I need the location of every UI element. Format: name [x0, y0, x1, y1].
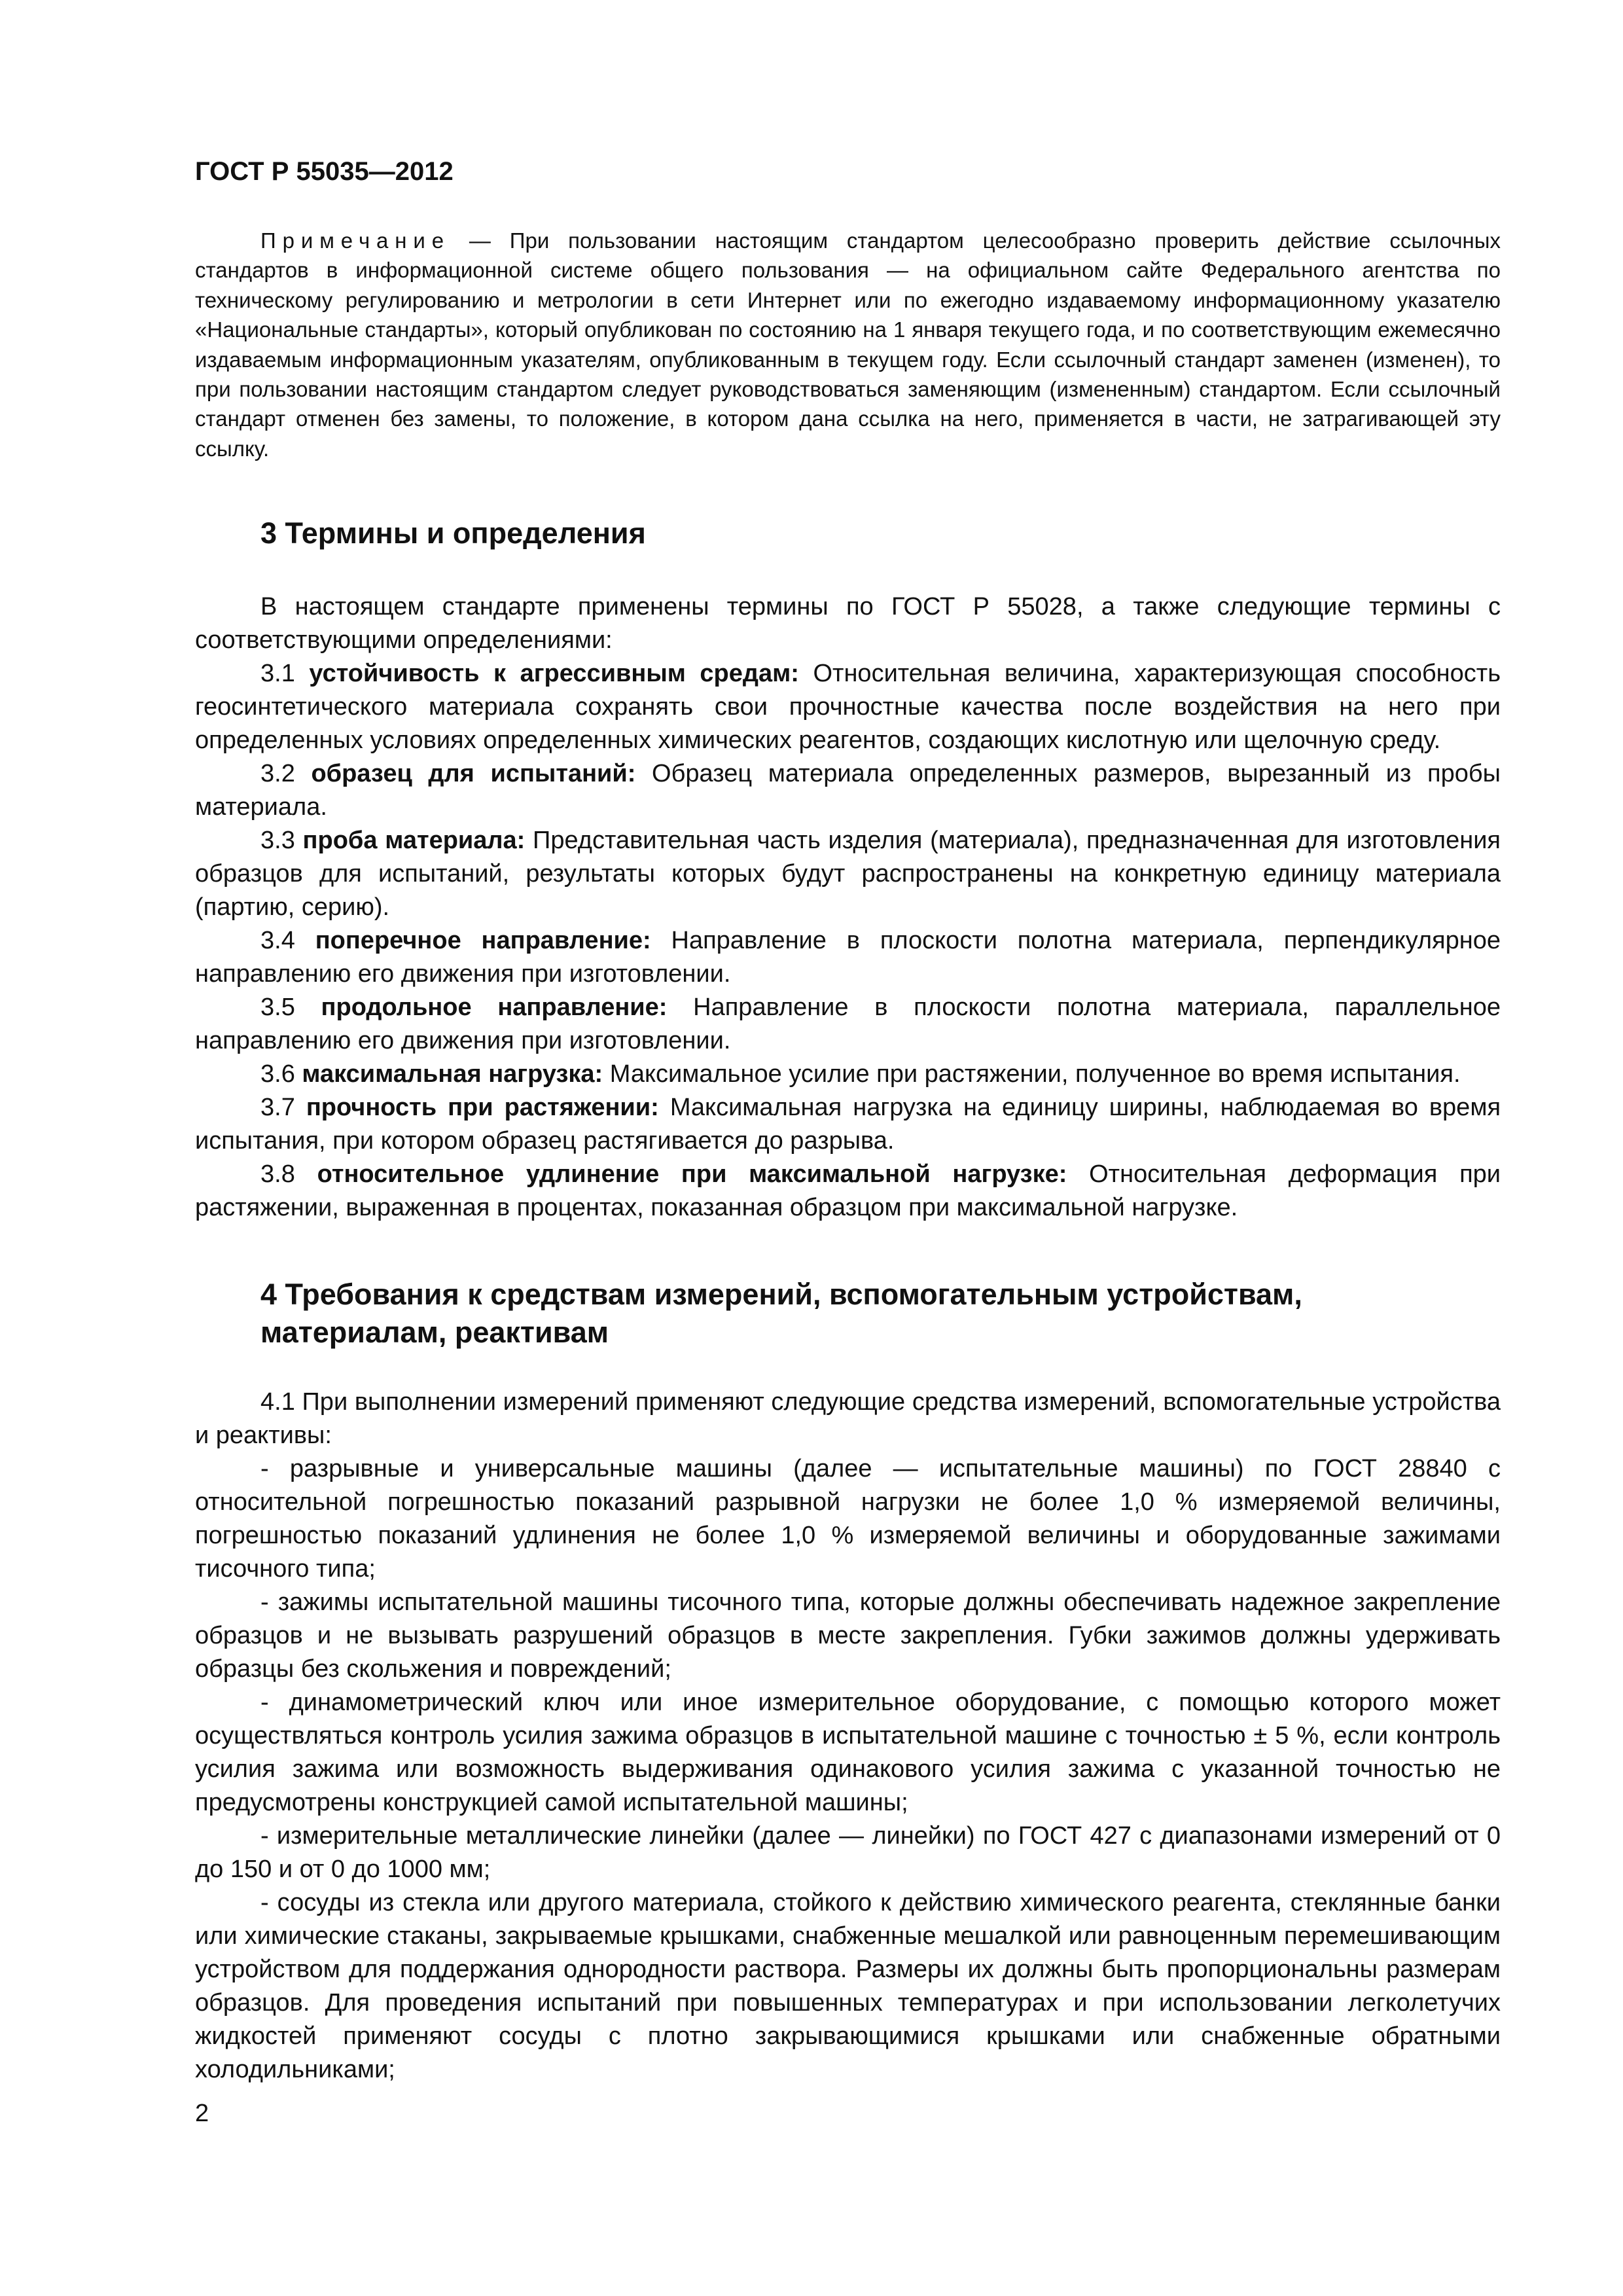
term-3-2: [195, 757, 1501, 824]
term-number: 3.1: [260, 660, 295, 688]
section-4-heading-line-2: материалам, реактивам: [260, 1316, 609, 1350]
section-4-heading-line-1: 4 Требования к средствам измерений, вспомогательным устройствам,: [260, 1278, 1302, 1312]
term-definition: Относительная деформация при растяжении, выраженная в процентах, показанная образцом при максимальной нагрузке.: [195, 1160, 1501, 1222]
term-name: поперечное направление:: [315, 927, 651, 955]
term-definition: Образец материала определенных размеров, вырезанный из пробы материала.: [195, 760, 1501, 821]
clause-4-1: 4.1 При выполнении измерений применяют следующие средства измерений, вспомогательные устройства и реактивы:: [195, 1388, 1501, 1450]
term-number: 3.2: [260, 760, 295, 788]
note-label: Примечание: [260, 228, 451, 253]
document-body: [195, 226, 1501, 2087]
term-name: проба материала:: [302, 827, 526, 855]
term-3-7: [195, 1091, 1501, 1158]
term-name: образец для испытаний:: [311, 760, 636, 788]
term-name: максимальная нагрузка:: [302, 1060, 603, 1088]
term-3-6: [195, 1058, 1501, 1091]
term-name: устойчивость к агрессивным средам:: [309, 660, 799, 688]
section-4-heading: [195, 1276, 1501, 1352]
term-3-4: [195, 924, 1501, 991]
term-number: 3.7: [260, 1094, 295, 1122]
term-number: 3.6: [260, 1060, 295, 1088]
note-paragraph: [195, 226, 1501, 463]
document-header: ГОСТ Р 55035—2012: [195, 157, 454, 186]
term-name: относительное удлинение при максимальной нагрузке:: [317, 1160, 1067, 1189]
list-item-rulers: - измерительные металлические линейки (далее — линейки) по ГОСТ 427 с диапазонами измерений от 0 до 150 и от 0 до 1000 мм;: [195, 1822, 1501, 1884]
term-3-3: [195, 824, 1501, 924]
section-3-heading: 3 Термины и определения: [260, 516, 646, 550]
list-item-testing-machines: - разрывные и универсальные машины (далее — испытательные машины) по ГОСТ 28840 с относительной погрешностью показаний разрывной нагрузки не более 1,0 % измеряемой величины, погрешностью показаний удлинения не более 1,0 % измеряемой величины и оборудованные зажимами тисочного типа;: [195, 1455, 1501, 1583]
term-definition: Представительная часть изделия (материала), предназначенная для изготовления образцов для испытаний, результаты которых будут распространены на конкретную единицу материала (партию, серию).: [195, 827, 1501, 922]
term-definition: Относительная величина, характеризующая способность геосинтетического материала сохранять свои прочностные качества после воздействия на него при определенных условиях определенных химических реагентов, создающих кислотную или щелочную среду.: [195, 660, 1501, 755]
term-number: 3.4: [260, 927, 295, 955]
term-definition: Максимальное усилие при растяжении, полученное во время испытания.: [609, 1060, 1461, 1088]
section-3-intro: В настоящем стандарте применены термины по ГОСТ Р 55028, а также следующие термины с соответствующими определениями:: [195, 593, 1501, 655]
term-number: 3.5: [260, 994, 295, 1022]
term-name: прочность при растяжении:: [306, 1094, 659, 1122]
note-text: — При пользовании настоящим стандартом целесообразно проверить действие ссылочных стандартов в информационной системе общего пользования — на официальном сайте Федерального агентства по техническому регулированию и метрологии в сети Интернет или по ежегодно издаваемому информационному указателю «Национальные стандарты», который опубликован по состоянию на 1 января текущего года, и по соответствующим ежемесячно издаваемым информационным указателям, опубликованным в текущем году. Если ссылочный стандарт заменен (изменен), то при пользовании настоящим стандартом следует руководствоваться заменяющим (измененным) стандартом. Если ссылочный стандарт отменен без замены, то положение, в котором дана ссылка на него, применяется в части, не затрагивающей эту ссылку.: [195, 228, 1501, 461]
term-3-5: [195, 991, 1501, 1058]
term-number: 3.3: [260, 827, 295, 855]
term-name: продольное направление:: [321, 994, 668, 1022]
term-definition: Максимальная нагрузка на единицу ширины, наблюдаемая во время испытания, при котором образец растягивается до разрыва.: [195, 1094, 1501, 1155]
list-item-torque-wrench: - динамометрический ключ или иное измерительное оборудование, с помощью которого может осуществляться контроль усилия зажима образцов в испытательной машине с точностью ± 5 %, если контроль усилия зажима или возможность выдерживания одинакового усилия зажима с указанной точностью не предусмотрены конструкцией самой испытательной машины;: [195, 1689, 1501, 1817]
term-definition: Направление в плоскости полотна материала, перпендикулярное направлению его движения при изготовлении.: [195, 927, 1501, 988]
term-definition: Направление в плоскости полотна материала, параллельное направлению его движения при изготовлении.: [195, 994, 1501, 1055]
term-3-8: [195, 1158, 1501, 1225]
page-number: 2: [195, 2100, 209, 2127]
list-item-clamps: - зажимы испытательной машины тисочного типа, которые должны обеспечивать надежное закрепление образцов и не вызывать разрушений образцов в месте закрепления. Губки зажимов должны удерживать образцы без скольжения и повреждений;: [195, 1588, 1501, 1683]
list-item-vessels: - сосуды из стекла или другого материала, стойкого к действию химического реагента, стеклянные банки или химические стаканы, закрываемые крышками, снабженные мешалкой или равноценным перемешивающим устройством для поддержания однородности раствора. Размеры их должны быть пропорциональны размерам образцов. Для проведения испытаний при повышенных температурах и при использовании легколетучих жидкостей применяют сосуды с плотно закрывающимися крышками или снабженные обратными холодильниками;: [195, 1889, 1501, 2084]
term-number: 3.8: [260, 1160, 295, 1189]
term-3-1: [195, 657, 1501, 757]
